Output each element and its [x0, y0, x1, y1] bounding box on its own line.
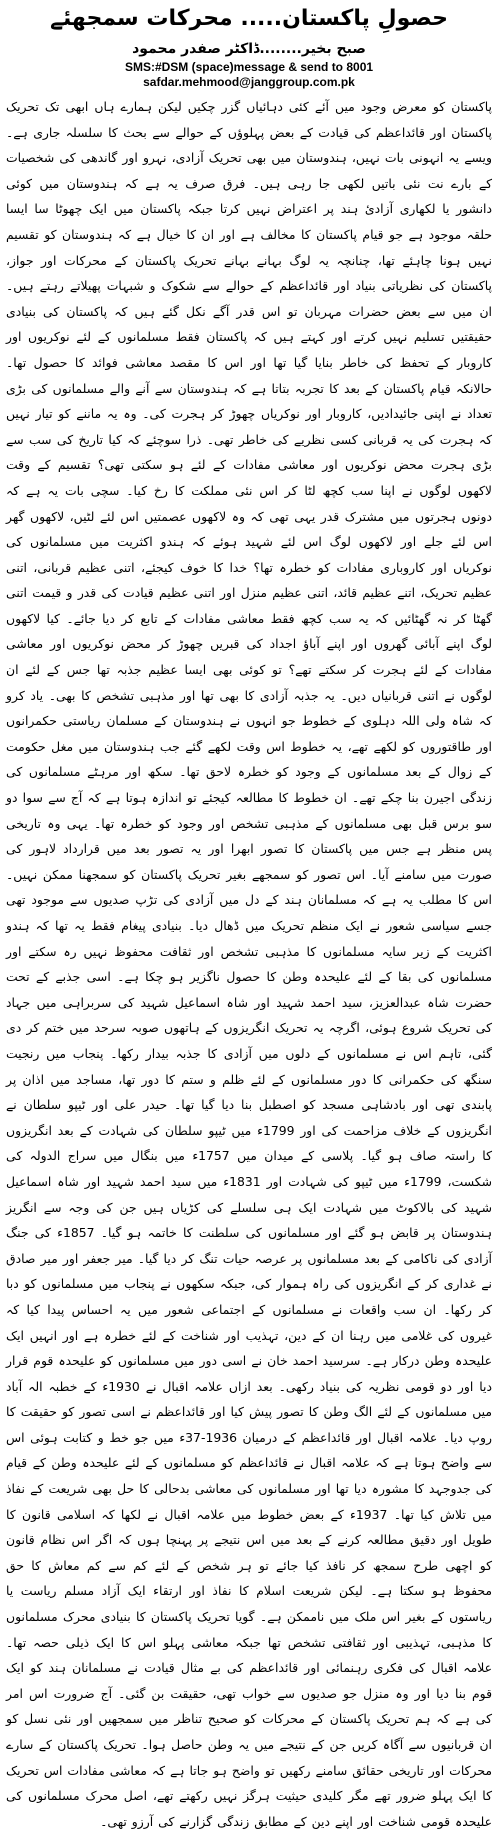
article-byline: صبح بخیر........ڈاکٹر صفدر محمود [132, 41, 366, 57]
sms-instructions: SMS:#DSM (space)message & send to 8001 [124, 60, 374, 74]
article-title: حصولِ پاکستان..... محرکات سمجھئے [50, 6, 448, 31]
article-body: پاکستان کو معرض وجود میں آئے کئی دہائیاں گزر چکیں لیکن ہمارے ہاں ابھی تک تحریک پاکستان اور قائداعظم کی قیادت کے بعض پہلوؤں کے حوالے سے بحث کا سلسلہ جاری ہے۔ ویسے یہ انہونی بات نہیں، ہندوستان میں بھی تحریک آزادی، نہرو اور گاندھی کی شخصیات کے بارے نت نئی باتیں لکھی جا رہی ہیں۔ فرق صرف یہ ہے کہ ہندوستان میں کوئی دانشور یا لکھاری آزادیٔ ہند پر اعتراض نہیں کرتا جبکہ پاکستان میں ایک چھوٹا سا ایسا حلقہ موجود ہے جو قیام پاکستان کا مخالف ہے اور ان کا خیال ہے کہ ہندوستان کو تقسیم نہیں ہونا چاہئے تھا، چنانچہ یہ لوگ بہانے بہانے تحریک پاکستان کے محرکات اور جواز، پاکستان کی نظریاتی بنیاد اور قائداعظم کے حوالے سے شکوک و شبہات پھیلاتے رہتے ہیں۔ ان میں سے بعض حضرات مہربان تو اس قدر آگے نکل گئے ہیں کہ پاکستان کی بنیادی حقیقتیں تسلیم نہیں کرتے اور کہتے ہیں کہ پاکستان فقط مسلمانوں کے لئے نوکریوں اور کاروبار کے تحفظ کی خاطر بنایا گیا تھا اور اس کا مقصد معاشی فوائد کا حصول تھا۔ حالانکہ قیام پاکستان کے بعد کا تجربہ بتاتا ہے کہ ہندوستان سے آنے والے مسلمانوں کی بڑی تعداد نے اپنی جائیدادیں، کاروبار اور نوکریاں چھوڑ کر ہجرت کی۔ وہ یہ ماننے کو تیار نہیں کہ ہجرت کی یہ قربانی کسی نظریے کی خاطر تھی۔ ذرا سوچئے کہ کیا تاریخ کی سب سے بڑی ہجرت محض نوکریوں اور معاشی مفادات کے لئے ہو سکتی تھی؟ تقسیم کے وقت لاکھوں لوگوں نے اپنا سب کچھ لٹا کر اس نئی مملکت کا رخ کیا۔ سچی بات یہ ہے کہ دونوں ہجرتوں میں مشترک قدر یہی تھی کہ وہ لاکھوں عصمتیں اس لئے لٹیں، لاکھوں گھر اس لئے جلے اور لاکھوں لوگ اس لئے شہید ہوئے کہ ہندو اکثریت میں مسلمانوں کی نوکریاں اور کاروباری مفادات کو خطرہ تھا؟ خدا کا خوف کیجئے، اتنی عظیم قربانی، اتنی عظیم تحریک، اتنے عظیم قائد، اتنی عظیم منزل اور اتنی عظیم قیادت کی قدر و قیمت اتنی گھٹا کر نہ گھٹائیں کہ یہ سب کچھ فقط معاشی مفادات کے تابع کر دیا جائے۔ کیا لاکھوں لوگ اپنے آبائی گھروں اور اپنے آباؤ اجداد کی قبریں چھوڑ کر محض نوکریوں اور معاشی مفادات کے لئے ہجرت کر سکتے تھے؟ تو کوئی بھی ایسا عظیم جذبہ تھا جس کے لئے ان لوگوں نے اتنی قربانیاں دیں۔ یہ جذبہ آزادی کا بھی تھا اور مذہبی تشخص کا بھی۔ یاد کرو کہ شاہ ولی اللہ دہلوی کے خطوط جو انہوں نے ہندوستان کے مسلمان ریاستی حکمرانوں اور طاقتوروں کو لکھے تھے، یہ خطوط اس وقت لکھے گئے جب ہندوستان میں مغل حکومت کے زوال کے بعد مسلمانوں کے وجود کو خطرہ لاحق تھا۔ سکھ اور مرہٹے مسلمانوں کی زندگی اجیرن بنا چکے تھے۔ ان خطوط کا مطالعہ کیجئے تو اندازہ ہوتا ہے کہ آج سے سوا دو سو برس قبل بھی مسلمانوں کے مذہبی تشخص اور وجود کو خطرہ تھا۔ یہی وہ تاریخی پس منظر ہے جس میں پاکستان کا تصور ابھرا اور یہ تصور بعد میں قرارداد لاہور کی صورت میں سامنے آیا۔ اس تصور کو سمجھے بغیر تحریک پاکستان کو سمجھنا ممکن نہیں۔ اس کا مطلب یہ ہے کہ مسلمانان ہند کے دل میں آزادی کی تڑپ صدیوں سے موجود تھی جسے سیاسی شعور نے ایک منظم تحریک میں ڈھال دیا۔ بنیادی پیغام فقط یہ تھا کہ ہندو اکثریت کے زیر سایہ مسلمانوں کا مذہبی تشخص اور ثقافت محفوظ نہیں رہ سکتے اور مسلمانوں کی بقا کے لئے علیحدہ وطن کا حصول ناگزیر ہو چکا ہے۔ اسی جذبے کے تحت حضرت شاہ عبدالعزیز، سید احمد شہید اور شاہ اسماعیل شہید کی سربراہی میں جہاد کی تحریک شروع ہوئی، اگرچہ یہ تحریک انگریزوں کے ہاتھوں صوبہ سرحد میں ختم کر دی گئی، تاہم اس نے مسلمانوں کے دلوں میں آزادی کا جذبہ بیدار رکھا۔ پنجاب میں رنجیت سنگھ کی حکمرانی کا دور مسلمانوں کے لئے ظلم و ستم کا دور تھا، مساجد میں اذان پر پابندی تھی اور بادشاہی مسجد کو اصطبل بنا دیا گیا تھا۔ حیدر علی اور ٹیپو سلطان نے انگریزوں کے خلاف مزاحمت کی اور 1799ء میں ٹیپو سلطان کی شہادت کے بعد انگریزوں کا راستہ صاف ہو گیا۔ پلاسی کے میدان میں 1757ء میں بنگال میں سراج الدولہ کی شکست، 1799ء میں ٹیپو کی شہادت اور 1831ء میں سید احمد شہید اور شاہ اسماعیل شہید کی بالاکوٹ میں شہادت ایک ہی سلسلے کی کڑیاں ہیں جن کی وجہ سے انگریز ہندوستان پر قابض ہو گئے اور مسلمانوں کی سلطنت کا خاتمہ ہو گیا۔ 1857ء کی جنگ آزادی کی ناکامی کے بعد مسلمانوں پر عرصہ حیات تنگ کر دیا گیا۔ میر جعفر اور میر صادق نے غداری کر کے انگریزوں کی راہ ہموار کی، جبکہ سکھوں نے پنجاب میں مسلمانوں کو دبا کر رکھا۔ ان سب واقعات نے مسلمانوں کے اجتماعی شعور میں یہ احساس پیدا کیا کہ غیروں کی غلامی میں رہنا ان کے دین، تہذیب اور شناخت کے لئے خطرہ ہے اور انہیں ایک علیحدہ وطن درکار ہے۔ سرسید احمد خان نے اسی دور میں مسلمانوں کو علیحدہ قوم قرار دیا اور دو قومی نظریہ کی بنیاد رکھی۔ بعد ازاں علامہ اقبال نے 1930ء کے خطبہ الہ آباد میں مسلمانوں کے لئے الگ وطن کا تصور پیش کیا اور قائداعظم نے اسی تصور کو حقیقت کا روپ دیا۔ علامہ اقبال اور قائداعظم کے درمیان 1936-37ء میں جو خط و کتابت ہوئی اس سے واضح ہوتا ہے کہ علامہ اقبال نے قائداعظم کو مسلمانوں کے لئے علیحدہ وطن کے قیام کی جدوجہد کا مشورہ دیا تھا اور مسلمانوں کی معاشی بدحالی کا حل بھی شریعت کے نفاذ میں تلاش کیا تھا۔ 1937ء کے بعض خطوط میں علامہ اقبال نے لکھا کہ اسلامی قانون کا طویل اور دقیق مطالعہ کرنے کے بعد میں اس نتیجے پر پہنچا ہوں کہ اگر اس نظام قانون کو اچھی طرح سمجھ کر نافذ کیا جائے تو ہر شخص کے لئے کم سے کم معاش کا حق محفوظ ہو سکتا ہے۔ لیکن شریعت اسلام کا نفاذ اور ارتقاء ایک آزاد مسلم ریاست یا ریاستوں کے بغیر اس ملک میں ناممکن ہے۔ گویا تحریک پاکستان کا بنیادی محرک مسلمانوں کا مذہبی، تہذیبی اور ثقافتی تشخص تھا جبکہ معاشی پہلو اس کا ایک ذیلی حصہ تھا۔ علامہ اقبال کی فکری رہنمائی اور قائداعظم کی بے مثال قیادت نے مسلمانان ہند کو ایک قوم بنا دیا اور وہ منزل جو صدیوں سے خواب تھی، حقیقت بن گئی۔ آج ضرورت اس امر کی ہے کہ ہم تحریک پاکستان کے محرکات کو صحیح تناظر میں سمجھیں اور نئی نسل کو ان قربانیوں سے آگاہ کریں جن کے نتیجے میں یہ وطن حاصل ہوا۔ تحریک پاکستان کے سارے محرکات اور تاریخی حقائق سامنے رکھیں تو واضح ہو جاتا ہے کہ معاشی مفادات اس تحریک کا ایک پہلو ضرور تھے مگر کلیدی حیثیت ہرگز نہیں رکھتے تھے، اصل محرک مسلمانوں کی علیحدہ قومی شناخت اور اپنے دین کے مطابق زندگی گزارنے کی آرزو تھی۔ [6, 99, 493, 1829]
author-email: safdar.mehmood@janggroup.com.pk [143, 75, 355, 89]
